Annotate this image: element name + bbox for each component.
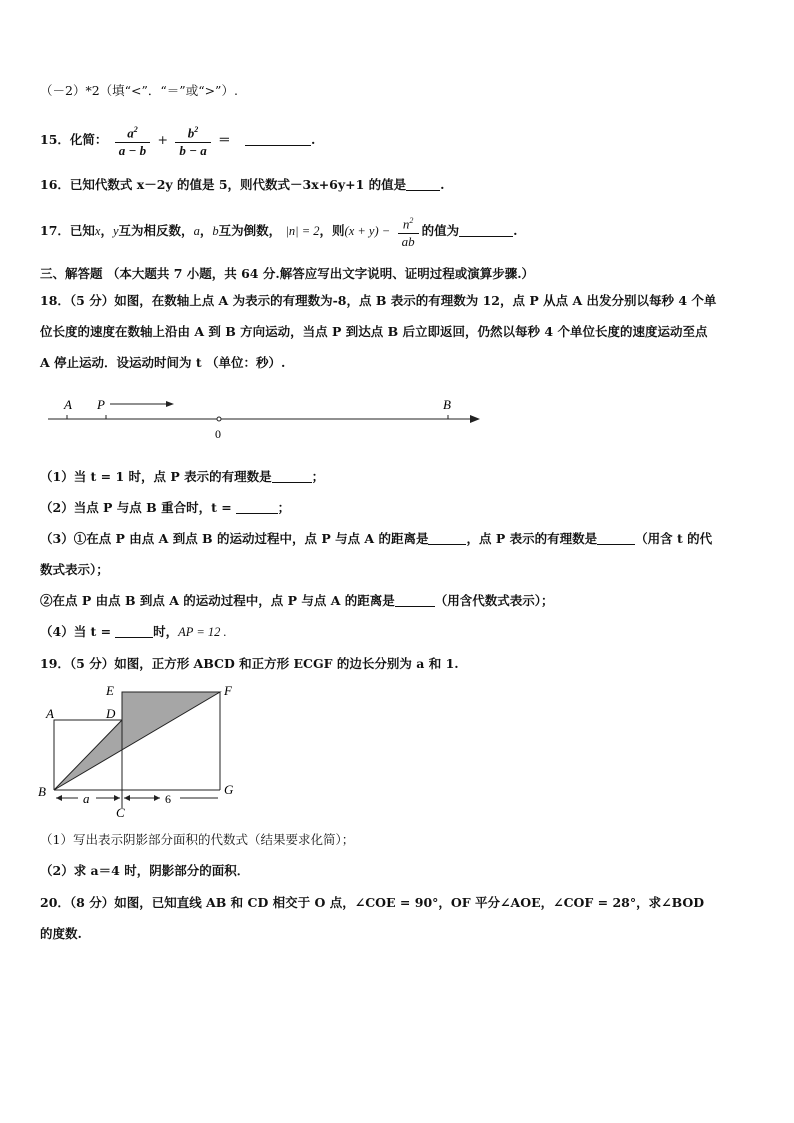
- answer-blank[interactable]: [406, 176, 440, 191]
- q18-sub-3: （3）①在点 P 由点 A 到点 B 的运动过程中，点 P 与点 A 的距离是 ，点 P 表示的有理数是 （用含 t 的代: [40, 531, 713, 546]
- q18-sub-3-part2: ②在点 P 由点 B 到点 A 的运动过程中，点 P 与点 A 的距离是 （用含代数式表示）；: [40, 593, 554, 608]
- question-16: 16．已知代数式 x－2y 的值是 5，则代数式－3x+6y+1 的值是 .: [40, 177, 445, 192]
- q19-sub-1: （1）写出表示阴影部分面积的代数式（结果要求化简）；: [40, 832, 355, 847]
- abs-n-expression: |n| = 2: [285, 224, 320, 238]
- line-prev-answer: （－2）*2（填“<”．“＝”或“>”）.: [40, 83, 238, 98]
- label-side-6: 6: [165, 792, 171, 806]
- q18-line-1: 18．（5 分）如图，在数轴上点 A 为表示的有理数为-8，点 B 表示的有理数为 12，点 P 从点 A 出发分别以每秒 4 个单: [40, 293, 717, 308]
- q18-line-3: A 停止运动．设运动时间为 t （单位：秒）.: [40, 355, 286, 370]
- q19-line-1: 19．（5 分）如图，正方形 ABCD 和正方形 ECGF 的边长分别为 a 和 1.: [40, 656, 459, 671]
- label-a: A: [46, 706, 54, 721]
- answer-blank[interactable]: [459, 222, 513, 237]
- q18-sub-3-cont: 数式表示）；: [40, 562, 109, 577]
- label-e: E: [106, 683, 114, 698]
- label-c: C: [116, 805, 125, 820]
- q18-sub-1: （1）当 t = 1 时，点 P 表示的有理数是 ；: [40, 469, 325, 484]
- q15-label: 15．化简：: [40, 132, 108, 147]
- label-b: B: [38, 784, 46, 799]
- label-side-a: a: [83, 791, 90, 806]
- label-g: G: [224, 782, 234, 797]
- label-d: D: [106, 706, 116, 721]
- squares-figure: [34, 680, 244, 820]
- q18-sub-2: （2）当点 P 与点 B 重合时，t = ；: [40, 500, 291, 515]
- answer-blank[interactable]: [236, 499, 278, 514]
- q18-line-2: 位长度的速度在数轴上沿由 A 到 B 方向运动，当点 P 到达点 B 后立即返回，仍然以每秒 4 个单位长度的速度运动至点: [40, 324, 708, 339]
- fraction-n2-over-ab: $\frac{n^2}{ab}$: [398, 213, 419, 249]
- answer-blank[interactable]: [115, 623, 153, 638]
- q20-line-2: 的度数.: [40, 926, 82, 941]
- section-heading: 三、解答题 （本大题共 7 小题，共 64 分.解答应写出文字说明、证明过程或演算步骤.）: [40, 266, 535, 281]
- q19-sub-2: （2）求 a＝4 时，阴影部分的面积．: [40, 863, 250, 878]
- question-17: 17．已知x，y互为相反数，a，b互为倒数， |n| = 2，则(x + y) − $\frac{n^2}{ab}$ 的值为 .: [40, 212, 517, 250]
- fraction-b2-over-bma: $\frac{b^2}{b - a}$: [175, 122, 210, 158]
- label-b: B: [443, 397, 451, 412]
- q20-line-1: 20．（8 分）如图，已知直线 AB 和 CD 相交于 O 点，∠COE = 90°，OF 平分∠AOE，∠COF = 28°，求∠BOD: [40, 895, 705, 910]
- fraction-a2-over-amb: $\frac{a^2}{a - b}$: [115, 122, 150, 158]
- label-f: F: [224, 683, 232, 698]
- answer-blank[interactable]: [597, 530, 635, 545]
- label-p: P: [97, 397, 105, 412]
- label-a: A: [64, 397, 72, 412]
- answer-blank[interactable]: [395, 592, 435, 607]
- q18-sub-4: （4）当 t = 时，AP = 12 .: [40, 624, 227, 639]
- question-15: 15．化简： $\frac{a^2}{a - b}$ + $\frac{b^2}{b - a}$ ＝ .: [40, 122, 315, 158]
- number-line-figure: [40, 392, 490, 444]
- answer-blank[interactable]: [272, 468, 312, 483]
- answer-blank[interactable]: [428, 530, 466, 545]
- label-zero: 0: [215, 427, 221, 441]
- answer-blank[interactable]: [245, 131, 311, 146]
